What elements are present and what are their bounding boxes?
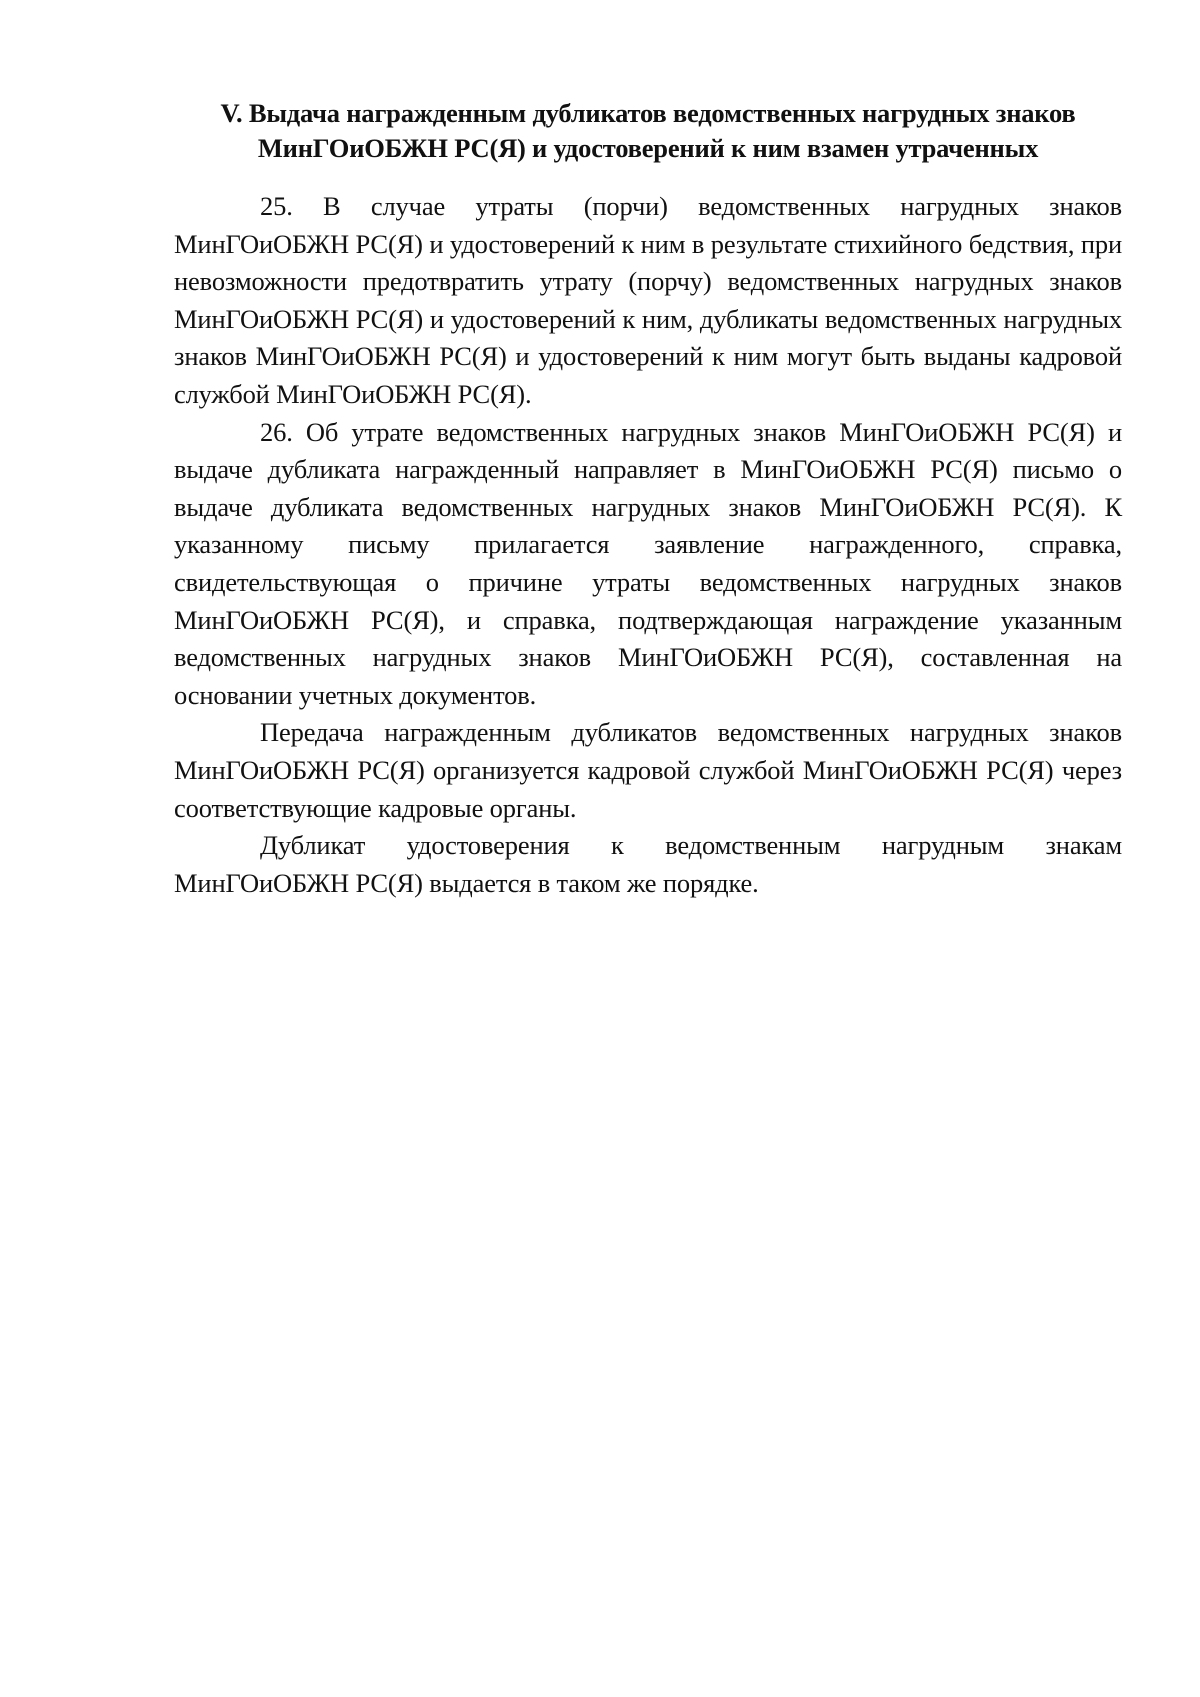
paragraph-26: 26. Об утрате ведомственных нагрудных знаков МинГОиОБЖН РС(Я) и выдаче дубликата награжденный направляет в МинГОиОБЖН РС(Я) письмо о выдаче дубликата ведомственных нагрудных знаков МинГОиОБЖН РС(Я). К указанному письму прилагается заявление награжденного, справка, свидетельствующая о причине утраты ведомственных нагрудных знаков МинГОиОБЖН РС(Я), и справка, подтверждающая награждение указанным ведомственных нагрудных знаков МинГОиОБЖН РС(Я), составленная на основании учетных документов.	[174, 416, 1122, 710]
paragraph-transfer: Передача награжденным дубликатов ведомственных нагрудных знаков МинГОиОБЖН РС(Я) организуется кадровой службой МинГОиОБЖН РС(Я) через соответствующие кадровые органы.	[174, 717, 1122, 823]
section-title-line-2: МинГОиОБЖН РС(Я) и удостоверений к ним взамен утраченных	[257, 133, 1039, 163]
paragraph-25: 25. В случае утраты (порчи) ведомственных нагрудных знаков МинГОиОБЖН РС(Я) и удостоверений к ним в результате стихийного бедствия, при невозможности предотвратить утрату (порчу) ведомственных нагрудных знаков МинГОиОБЖН РС(Я) и удостоверений к ним, дубликаты ведомственных нагрудных знаков МинГОиОБЖН РС(Я) и удостоверений к ним могут быть выданы кадровой службой МинГОиОБЖН РС(Я).	[174, 191, 1122, 409]
paragraph-duplicate-certificate: Дубликат удостоверения к ведомственным нагрудным знакам МинГОиОБЖН РС(Я) выдается в таком же порядке.	[174, 830, 1122, 898]
section-title	[174, 96, 1122, 166]
document-content	[174, 96, 1122, 902]
section-title-line-1: V. Выдача награжденным дубликатов ведомственных нагрудных знаков	[220, 98, 1076, 128]
